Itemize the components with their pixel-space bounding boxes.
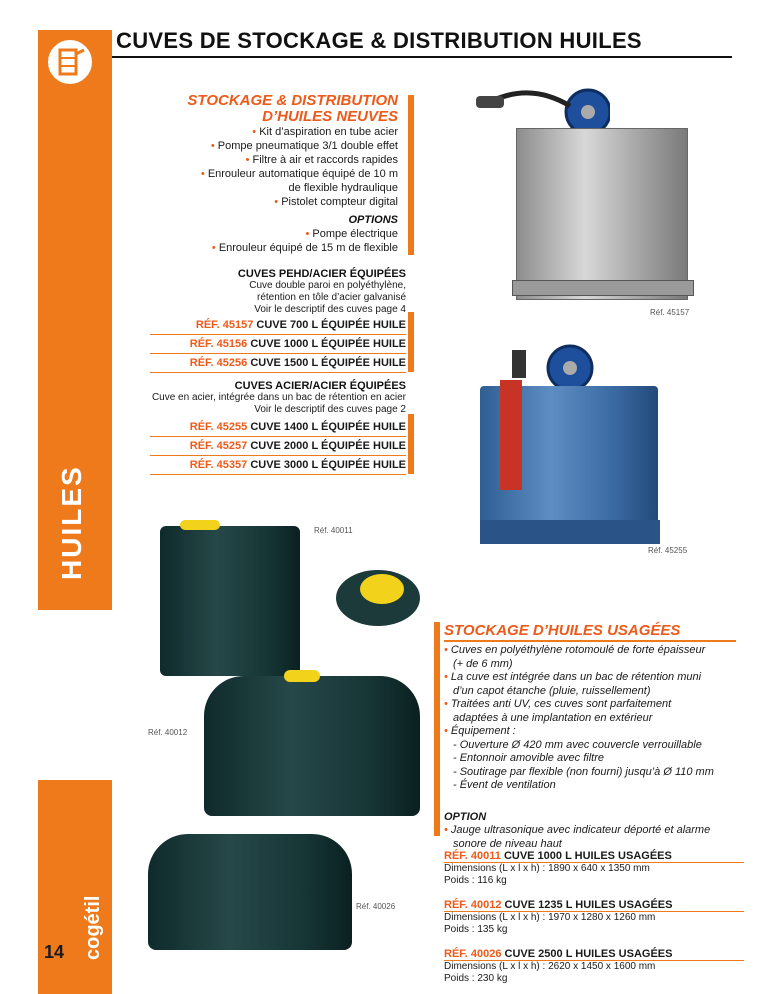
section-label	[48, 440, 88, 600]
pehd-block	[150, 268, 406, 316]
ref-row: RÉF. 45357 CUVE 3000 L ÉQUIPÉE HUILE	[150, 456, 406, 475]
ref-weight: Poids : 230 kg	[444, 973, 508, 984]
page-number: 14	[44, 942, 65, 962]
hose-reel-icon	[470, 82, 550, 132]
blue-tank-image	[470, 340, 670, 550]
ref-title: RÉF. 40026 CUVE 2500 L HUILES USAGÉES	[444, 948, 744, 961]
ref-weight: Poids : 135 kg	[444, 924, 508, 935]
title-underline	[112, 56, 732, 58]
bullet-item: - Entonnoir amovible avec filtre	[453, 752, 605, 764]
section-label-text: HUILES	[56, 465, 87, 580]
accent-bar	[408, 414, 414, 474]
green-tall-tank-image	[160, 520, 310, 670]
brand-logo	[80, 870, 110, 970]
lid-detail-image	[330, 560, 426, 630]
bullet-item: • Cuves en polyéthylène rotomoulé de forte épaisseur	[444, 644, 706, 656]
pehd-ref-list	[150, 316, 406, 373]
acier-desc: Voir le descriptif des cuves page 2	[254, 404, 406, 415]
ref-title: RÉF. 40012 CUVE 1235 L HUILES USAGÉES	[444, 899, 744, 912]
feature-item: • Pompe pneumatique 3/1 double effet	[210, 140, 398, 152]
bullet-item: (+ de 6 mm)	[453, 657, 513, 670]
feature-item: • Pistolet compteur digital	[274, 196, 398, 208]
feature-item: • Filtre à air et raccords rapides	[245, 154, 398, 166]
image-caption: Réf. 40012	[148, 728, 188, 737]
ref-dims: Dimensions (L x l x h) : 2620 x 1450 x 1600 mm	[444, 961, 656, 972]
acier-block	[110, 380, 406, 416]
bullet-item: • Équipement :	[444, 725, 516, 737]
ref-dims: Dimensions (L x l x h) : 1890 x 640 x 1350 mm	[444, 863, 650, 874]
feature-item: de flexible hydraulique	[288, 182, 398, 194]
pehd-desc: rétention en tôle d’acier galvanisé	[257, 292, 406, 303]
steel-tank-image	[420, 80, 700, 310]
acier-ref-list	[150, 418, 406, 475]
used-oils-title: STOCKAGE D’HUILES USAGÉES	[444, 622, 681, 639]
used-oils-section	[444, 622, 744, 851]
option-item: • Jauge ultrasonique avec indicateur déporté et alarme	[444, 824, 711, 836]
bullet-item: d’un capot étanche (pluie, ruissellement)	[453, 684, 651, 697]
bullet-item: • La cuve est intégrée dans un bac de rétention muni	[444, 671, 702, 683]
page-title: CUVES DE STOCKAGE & DISTRIBUTION HUILES	[116, 28, 642, 53]
options-block	[150, 213, 398, 255]
bullet-item: - Ouverture Ø 420 mm avec couvercle verrouillable	[453, 738, 702, 751]
pehd-desc: Cuve double paroi en polyéthylène,	[249, 280, 406, 291]
pehd-title: CUVES PEHD/ACIER ÉQUIPÉES	[237, 268, 406, 280]
accent-bar	[408, 312, 414, 372]
image-caption: Réf. 40026	[356, 902, 396, 911]
image-caption: Réf. 45255	[648, 546, 688, 555]
category-logo-icon	[44, 36, 96, 88]
option-item: • Enrouleur équipé de 15 m de flexible	[211, 242, 398, 254]
brand-name: cogétil	[82, 895, 104, 960]
pehd-desc: Voir le descriptif des cuves page 4	[254, 304, 406, 315]
ref-dims: Dimensions (L x l x h) : 1970 x 1280 x 1260 mm	[444, 912, 656, 923]
green-low-tank-image	[148, 824, 354, 954]
feature-item: • Enrouleur automatique équipé de 10 m	[200, 168, 398, 180]
bullet-item: • Traitées anti UV, ces cuves sont parfaitement	[444, 698, 672, 710]
ref-weight: Poids : 116 kg	[444, 875, 507, 886]
ref-entry	[444, 850, 744, 887]
acier-title: CUVES ACIER/ACIER ÉQUIPÉES	[234, 380, 406, 392]
bullet-item: - Évent de ventilation	[453, 779, 556, 791]
title-underline	[444, 640, 736, 642]
ref-row: RÉF. 45156 CUVE 1000 L ÉQUIPÉE HUILE	[150, 335, 406, 354]
used-oils-bullets	[444, 644, 744, 793]
feature-item: • Kit d’aspiration en tube acier	[252, 126, 398, 138]
new-oils-title-line2: D’HUILES NEUVES	[262, 108, 398, 125]
ref-entry	[444, 948, 744, 985]
option-item: sonore de niveau haut	[453, 837, 562, 850]
option-item: • Pompe électrique	[305, 228, 398, 240]
tank-pictogram-icon	[48, 40, 92, 84]
accent-bar	[434, 622, 440, 836]
accent-bar	[408, 95, 414, 255]
ref-title: RÉF. 40011 CUVE 1000 L HUILES USAGÉES	[444, 850, 744, 863]
new-oils-title-line1: STOCKAGE & DISTRIBUTION	[187, 92, 398, 109]
new-oils-section	[150, 93, 398, 209]
ref-row: RÉF. 45256 CUVE 1500 L ÉQUIPÉE HUILE	[150, 354, 406, 373]
bullet-item: - Soutirage par flexible (non fourni) jusqu’à Ø 110 mm	[453, 765, 714, 778]
acier-desc: Cuve en acier, intégrée dans un bac de rétention en acier	[151, 392, 406, 403]
green-mid-tank-image	[204, 664, 424, 824]
ref-row: RÉF. 45255 CUVE 1400 L ÉQUIPÉE HUILE	[150, 418, 406, 437]
ref-entry	[444, 899, 744, 936]
used-oils-ref-list	[444, 846, 744, 985]
image-caption: Réf. 45157	[650, 308, 690, 317]
bullet-item: adaptées à une implantation en extérieur	[453, 711, 653, 724]
ref-row: RÉF. 45157 CUVE 700 L ÉQUIPÉE HUILE	[150, 316, 406, 335]
image-caption: Réf. 40011	[314, 526, 353, 535]
options-title: OPTIONS	[348, 214, 398, 226]
ref-row: RÉF. 45257 CUVE 2000 L ÉQUIPÉE HUILE	[150, 437, 406, 456]
option-title: OPTION	[444, 810, 487, 823]
